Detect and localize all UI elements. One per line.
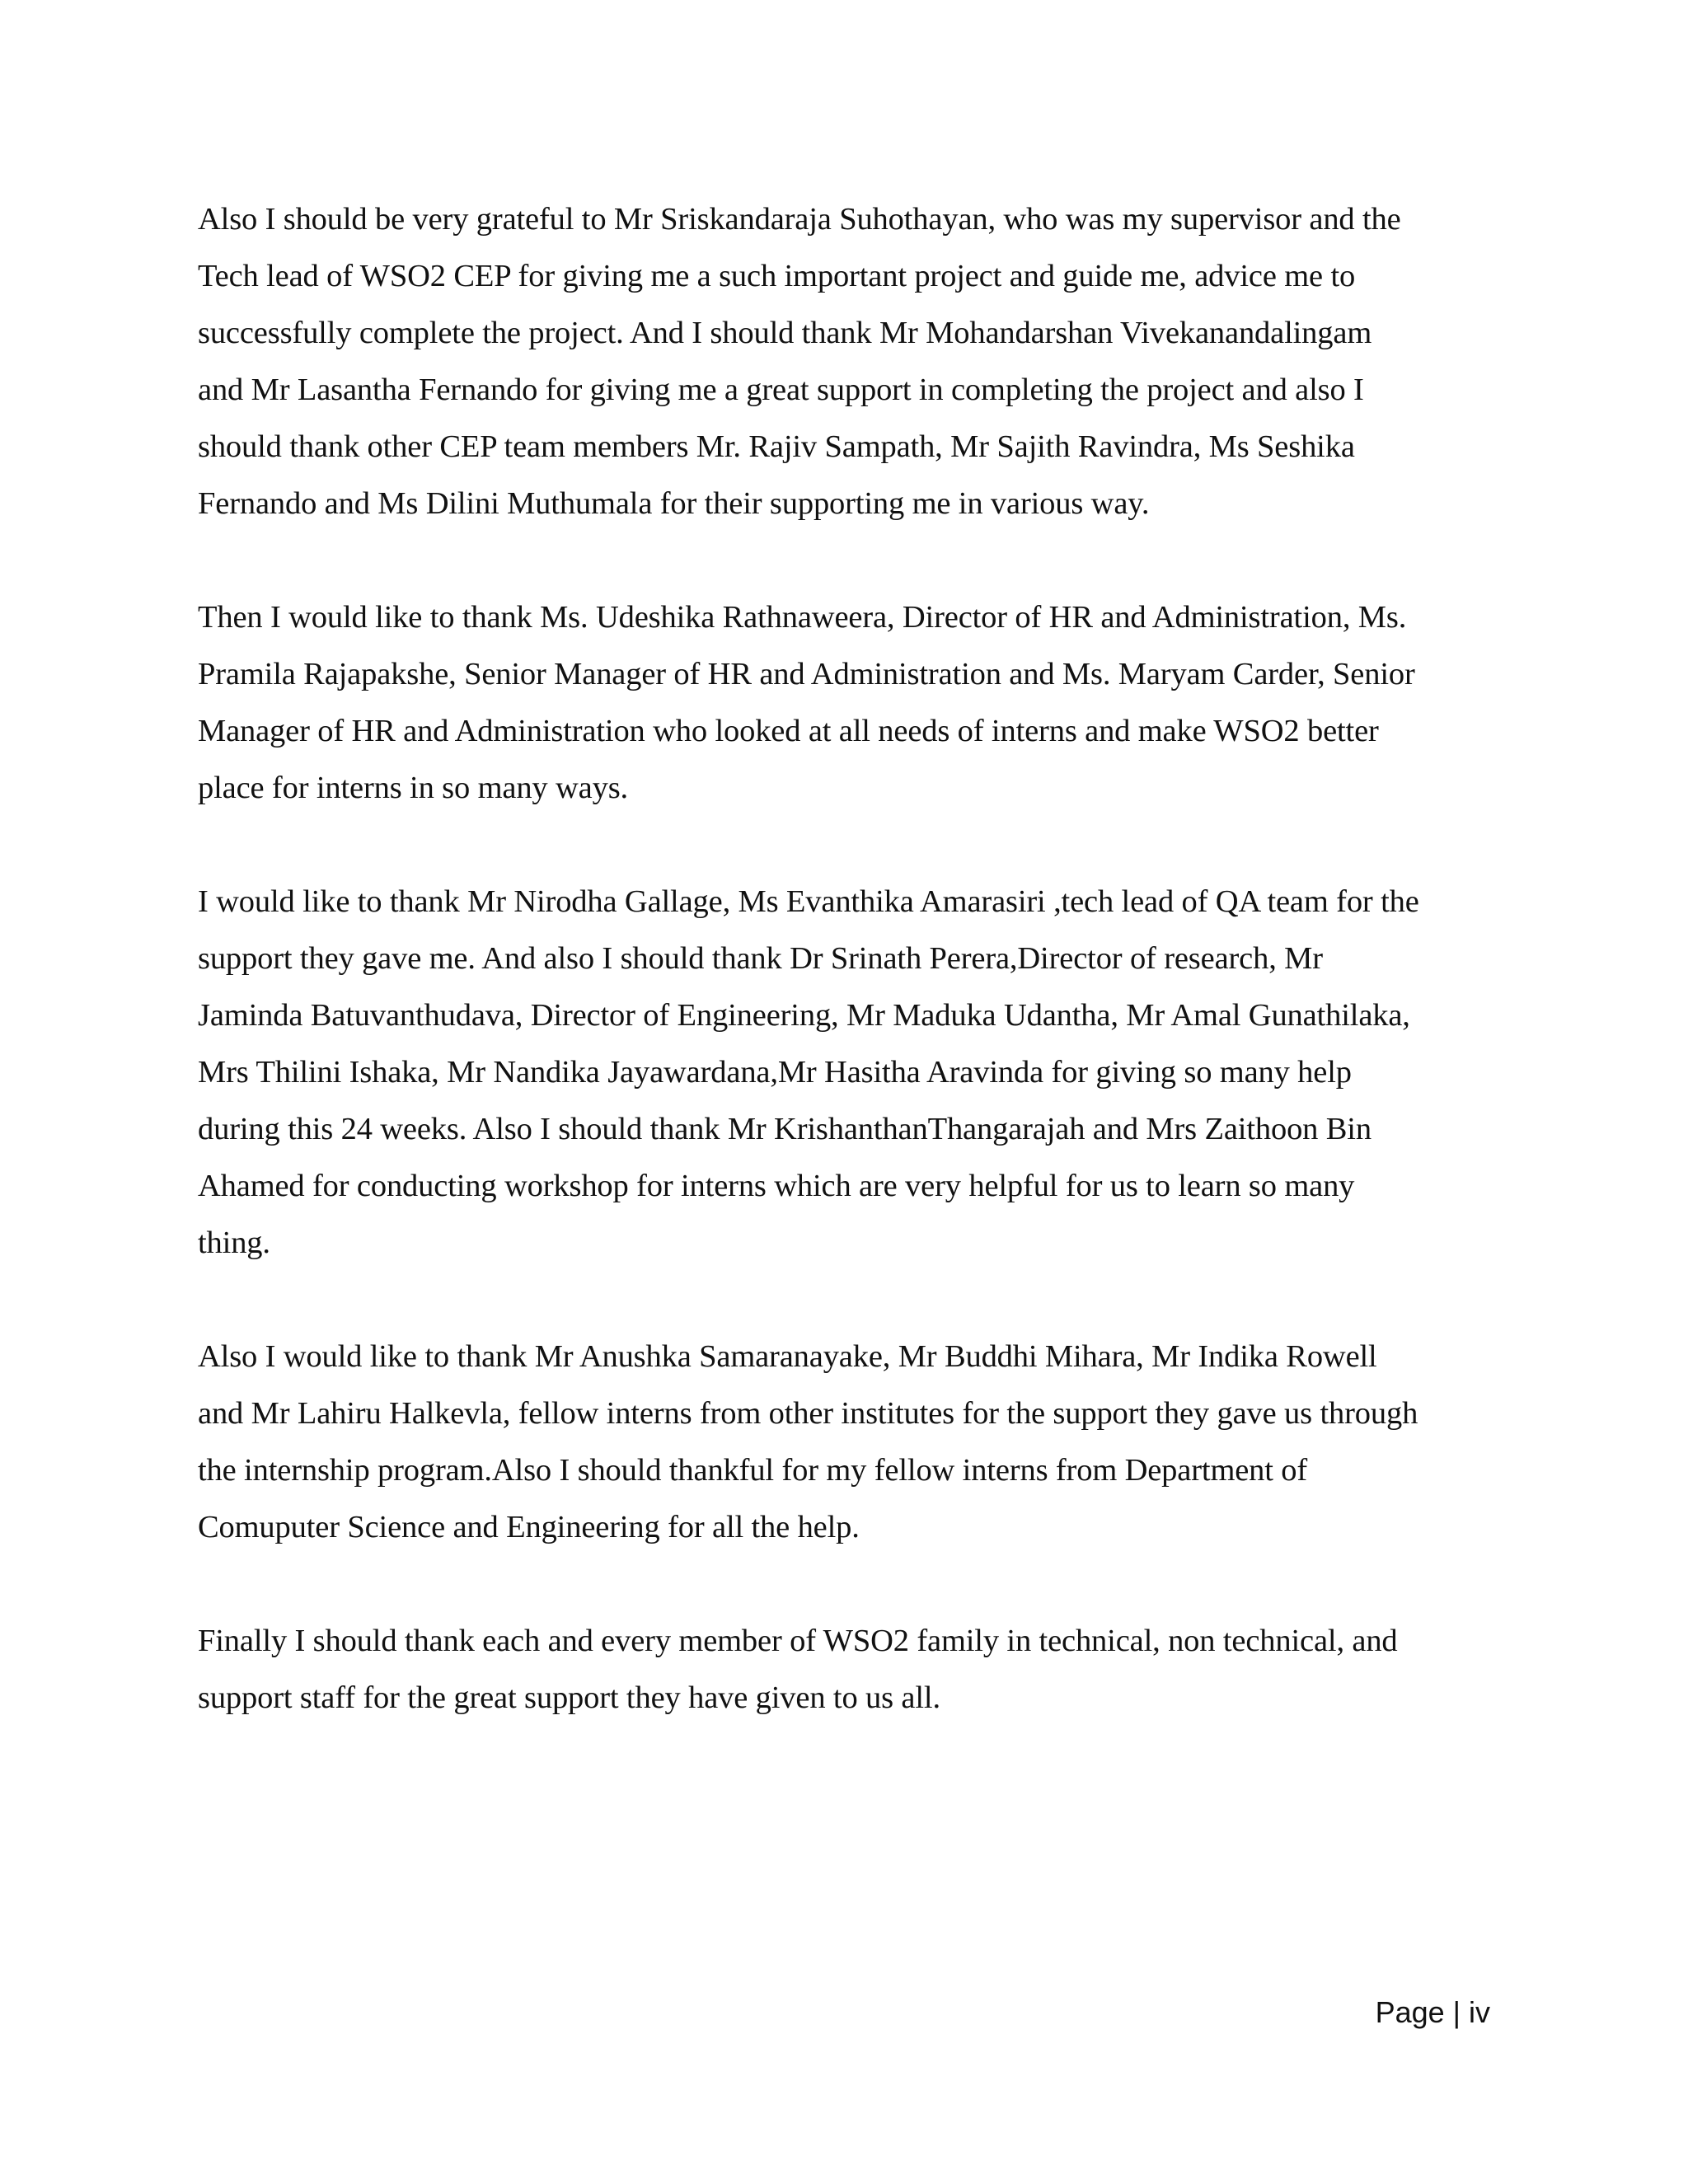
text-line: Tech lead of WSO2 CEP for giving me a such important project and guide me, advice me to — [198, 259, 1356, 293]
text-line: Jaminda Batuvanthudava, Director of Engineering, Mr Maduka Udantha, Mr Amal Gunathilaka, — [198, 998, 1410, 1033]
text-line: during this 24 weeks. Also I should thank Mr KrishanthanThangarajah and Mrs Zaithoon Bin — [198, 1112, 1372, 1146]
text-line: Ahamed for conducting workshop for interns which are very helpful for us to learn so many — [198, 1169, 1355, 1203]
text-line: Pramila Rajapakshe, Senior Manager of HR and Administration and Ms. Maryam Carder, Senior — [198, 657, 1415, 691]
paragraph-supervisor-thanks — [198, 191, 1490, 532]
text-line: Then I would like to thank Ms. Udeshika Rathnaweera, Director of HR and Administration, Ms. — [198, 600, 1407, 635]
paragraph-qa-research-thanks — [198, 874, 1490, 1272]
paragraph-final-thanks — [198, 1613, 1490, 1727]
page-number: Page | iv — [1375, 1995, 1490, 2029]
text-line: Also I would like to thank Mr Anushka Samaranayake, Mr Buddhi Mihara, Mr Indika Rowell — [198, 1339, 1377, 1374]
text-line: Comuputer Science and Engineering for all the help. — [198, 1510, 860, 1544]
text-line: and Mr Lasantha Fernando for giving me a great support in completing the project and also I — [198, 373, 1364, 407]
text-line: support they gave me. And also I should thank Dr Srinath Perera,Director of research, Mr — [198, 941, 1323, 976]
text-line: I would like to thank Mr Nirodha Gallage, Ms Evanthika Amarasiri ,tech lead of QA team for the — [198, 884, 1419, 919]
text-line: place for interns in so many ways. — [198, 771, 629, 805]
text-line: thing. — [198, 1226, 270, 1260]
text-line: should thank other CEP team members Mr. Rajiv Sampath, Mr Sajith Ravindra, Ms Seshika — [198, 429, 1355, 464]
text-line: support staff for the great support they have given to us all. — [198, 1680, 940, 1715]
text-line: Fernando and Ms Dilini Muthumala for their supporting me in various way. — [198, 486, 1150, 521]
text-line: and Mr Lahiru Halkevla, fellow interns from other institutes for the support they gave us through — [198, 1396, 1418, 1431]
text-line: the internship program.Also I should thankful for my fellow interns from Department of — [198, 1453, 1308, 1488]
acknowledgement-body — [198, 191, 1490, 1783]
text-line: Mrs Thilini Ishaka, Mr Nandika Jayawardana,Mr Hasitha Aravinda for giving so many help — [198, 1055, 1352, 1090]
text-line: Manager of HR and Administration who looked at all needs of interns and make WSO2 better — [198, 714, 1379, 748]
paragraph-hr-thanks — [198, 589, 1490, 817]
paragraph-fellow-interns-thanks — [198, 1329, 1490, 1556]
text-line: Finally I should thank each and every member of WSO2 family in technical, non technical, and — [198, 1624, 1398, 1658]
text-line: Also I should be very grateful to Mr Sriskandaraja Suhothayan, who was my supervisor and the — [198, 202, 1401, 237]
text-line: successfully complete the project. And I should thank Mr Mohandarshan Vivekanandalingam — [198, 316, 1372, 350]
